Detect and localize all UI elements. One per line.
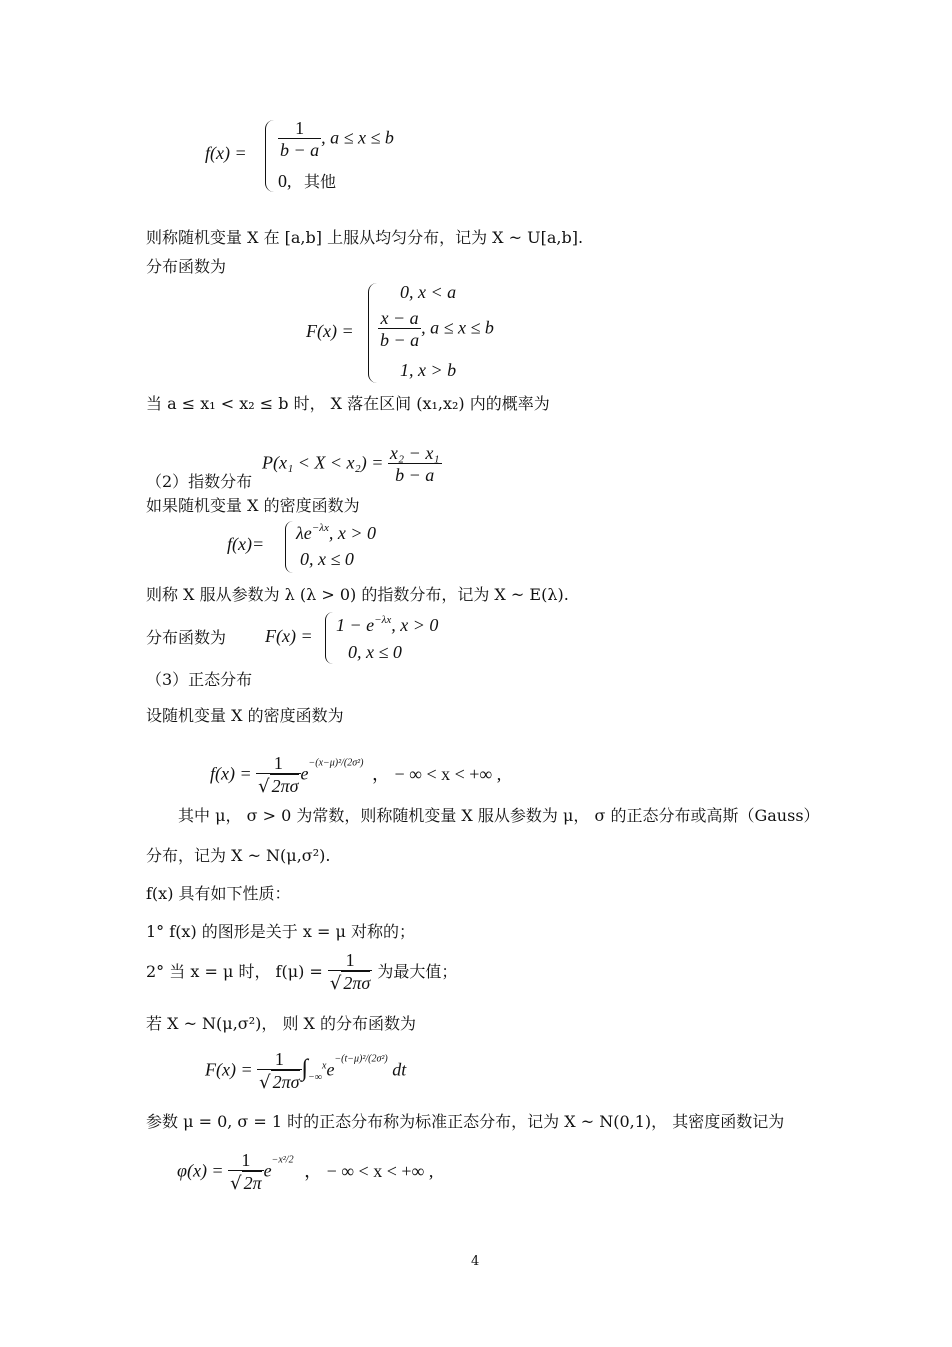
- exponential-cdf-brace: [325, 612, 333, 664]
- normal-statement-line1: 其中 μ， σ > 0 为常数，则称随机变量 X 服从参数为 μ， σ 的正态分布或高斯（Gauss）: [178, 806, 820, 825]
- uniform-case2-otherwise: 其他: [304, 174, 337, 191]
- normal-density-numerator: 1: [273, 753, 283, 773]
- standard-normal-exponent: −x²/2: [271, 1154, 294, 1166]
- exponential-cdf-case1: [336, 614, 438, 636]
- standard-normal-lhs: φ(x) =: [177, 1160, 224, 1181]
- exponential-density-case1: [296, 522, 376, 544]
- standard-normal-denominator: 2π: [243, 1173, 262, 1193]
- uniform-prob-formula: [262, 443, 442, 486]
- normal-property-2: 2° 当 x = μ 时， f(μ) = $\frac{1}{√ 2\pi\sigma}$ 为最大值；: [146, 950, 458, 994]
- normal-properties-intro: f(x) 具有如下性质：: [146, 884, 291, 903]
- exponential-density-lhs: f(x)=: [227, 534, 265, 554]
- exponential-intro: 如果随机变量 X 的密度函数为: [146, 496, 360, 515]
- uniform-cdf-case2: [378, 308, 494, 351]
- uniform-density-case1: [278, 118, 394, 161]
- normal-density-exponent: −(x−μ)²/(2σ²): [308, 757, 364, 769]
- uniform-statement: 则称随机变量 X 在 [a,b] 上服从均匀分布，记为 X ~ U[a,b].: [146, 228, 584, 247]
- uniform-case1-denominator: b − a: [280, 140, 320, 160]
- uniform-case2-value: 0,: [278, 171, 292, 191]
- normal-cdf-lower-limit: −∞: [308, 1072, 322, 1084]
- normal-cdf-dt: dt: [392, 1059, 407, 1080]
- standard-normal-formula: φ(x) = $\frac{1}{√ 2\pi}$ $e^{-x^2/2}$ ， − ∞ < x < +∞ ,: [177, 1150, 434, 1194]
- integral-sign-icon: ∫: [301, 1055, 309, 1082]
- normal-heading: （3）正态分布: [146, 670, 253, 689]
- normal-cdf-denominator: 2πσ: [272, 1072, 300, 1092]
- normal-property-1: 1° f(x) 的图形是关于 x = μ 对称的；: [146, 922, 415, 941]
- standard-normal-e: e: [263, 1160, 272, 1181]
- standard-normal-numerator: 1: [241, 1150, 251, 1170]
- exponential-case1-exponent: −λx: [311, 522, 329, 534]
- normal-standard-text: 参数 μ = 0, σ = 1 时的正态分布称为标准正态分布，记为 X ~ N(0,1)， 其密度函数记为: [146, 1112, 785, 1131]
- uniform-prob-numerator: x₂ − x₁: [389, 443, 440, 463]
- uniform-cdf-brace: [368, 283, 377, 383]
- normal-intro: 设随机变量 X 的密度函数为: [146, 706, 344, 725]
- uniform-density-case2: [278, 171, 336, 193]
- normal-property-2-suffix: 为最大值；: [377, 962, 458, 981]
- uniform-cdf-denominator: b − a: [380, 330, 420, 350]
- standard-normal-range: ， − ∞ < x < +∞ ,: [304, 1160, 434, 1181]
- normal-density-denominator: 2πσ: [271, 776, 299, 796]
- uniform-density-brace: [265, 120, 274, 192]
- normal-cdf-numerator: 1: [274, 1049, 284, 1069]
- exponential-statement: 则称 X 服从参数为 λ (λ > 0) 的指数分布，记为 X ~ E(λ).: [146, 585, 569, 604]
- uniform-cdf-case3: 1, x > b: [400, 360, 457, 380]
- normal-density-lhs: f(x) =: [210, 763, 252, 784]
- normal-statement-line2: 分布，记为 X ~ N(μ,σ²).: [146, 846, 331, 865]
- uniform-density-lhs: f(x) =: [205, 143, 247, 163]
- exponential-cdf-lhs: F(x) =: [265, 626, 313, 646]
- normal-cdf-lhs: F(x) =: [205, 1059, 253, 1080]
- normal-density-range: ， − ∞ < x < +∞ ,: [372, 763, 502, 784]
- uniform-case1-condition: , a ≤ x ≤ b: [321, 127, 394, 148]
- exponential-case1-base: λe: [296, 523, 312, 543]
- normal-density-e: e: [300, 763, 309, 784]
- exponential-cdf-case1-base: 1 − e: [336, 615, 375, 635]
- exponential-density-case2: 0, x ≤ 0: [300, 549, 354, 569]
- exponential-heading: （2）指数分布: [146, 472, 253, 491]
- uniform-cdf-case1: 0, x < a: [400, 282, 457, 302]
- normal-cdf-upper-limit: x: [321, 1060, 327, 1072]
- uniform-prob-lhs: P(x₁ < X < x₂) =: [262, 452, 384, 473]
- exponential-density-brace: [285, 521, 293, 573]
- uniform-cdf-label: 分布函数为: [146, 257, 227, 276]
- normal-property-2-numerator: 1: [345, 950, 355, 970]
- page-number: 4: [471, 1254, 480, 1269]
- exponential-cdf-case2: 0, x ≤ 0: [348, 642, 402, 662]
- uniform-case1-numerator: 1: [295, 118, 305, 138]
- normal-cdf-intro: 若 X ~ N(μ,σ²)， 则 X 的分布函数为: [146, 1014, 417, 1033]
- exponential-cdf-case1-condition: , x > 0: [391, 615, 439, 635]
- uniform-cdf-numerator: x − a: [380, 308, 419, 328]
- normal-property-2-denominator: 2πσ: [343, 973, 371, 993]
- normal-cdf-e: e: [326, 1059, 335, 1080]
- normal-density-formula: f(x) = $\frac{1}{√ 2\pi\sigma}$ $e^{-(x-\mu)^2/(2\sigma^2)}$ ， − ∞ < x < +∞ ,: [210, 753, 502, 797]
- uniform-interval-text: 当 a ≤ x₁ < x₂ ≤ b 时， X 落在区间 (x₁,x₂) 内的概率为: [146, 394, 550, 413]
- normal-cdf-exponent: −(t−μ)²/(2σ²): [334, 1053, 388, 1065]
- exponential-case1-condition: , x > 0: [328, 523, 377, 543]
- exponential-cdf-case1-exponent: −λx: [374, 614, 392, 626]
- uniform-prob-denominator: b − a: [388, 463, 442, 486]
- normal-property-2-prefix: 2° 当 x = μ 时， f(μ) =: [146, 962, 323, 981]
- normal-cdf-formula: F(x) = $\frac{1}{√ 2\pi\sigma}$ $\int_{-\infty}^xe^{-(t-\mu)^2/(2\sigma^2)}$ dt: [205, 1049, 407, 1093]
- uniform-cdf-lhs: F(x) =: [306, 321, 354, 341]
- exponential-cdf-label: 分布函数为: [146, 628, 227, 647]
- uniform-cdf-condition: , a ≤ x ≤ b: [421, 317, 494, 338]
